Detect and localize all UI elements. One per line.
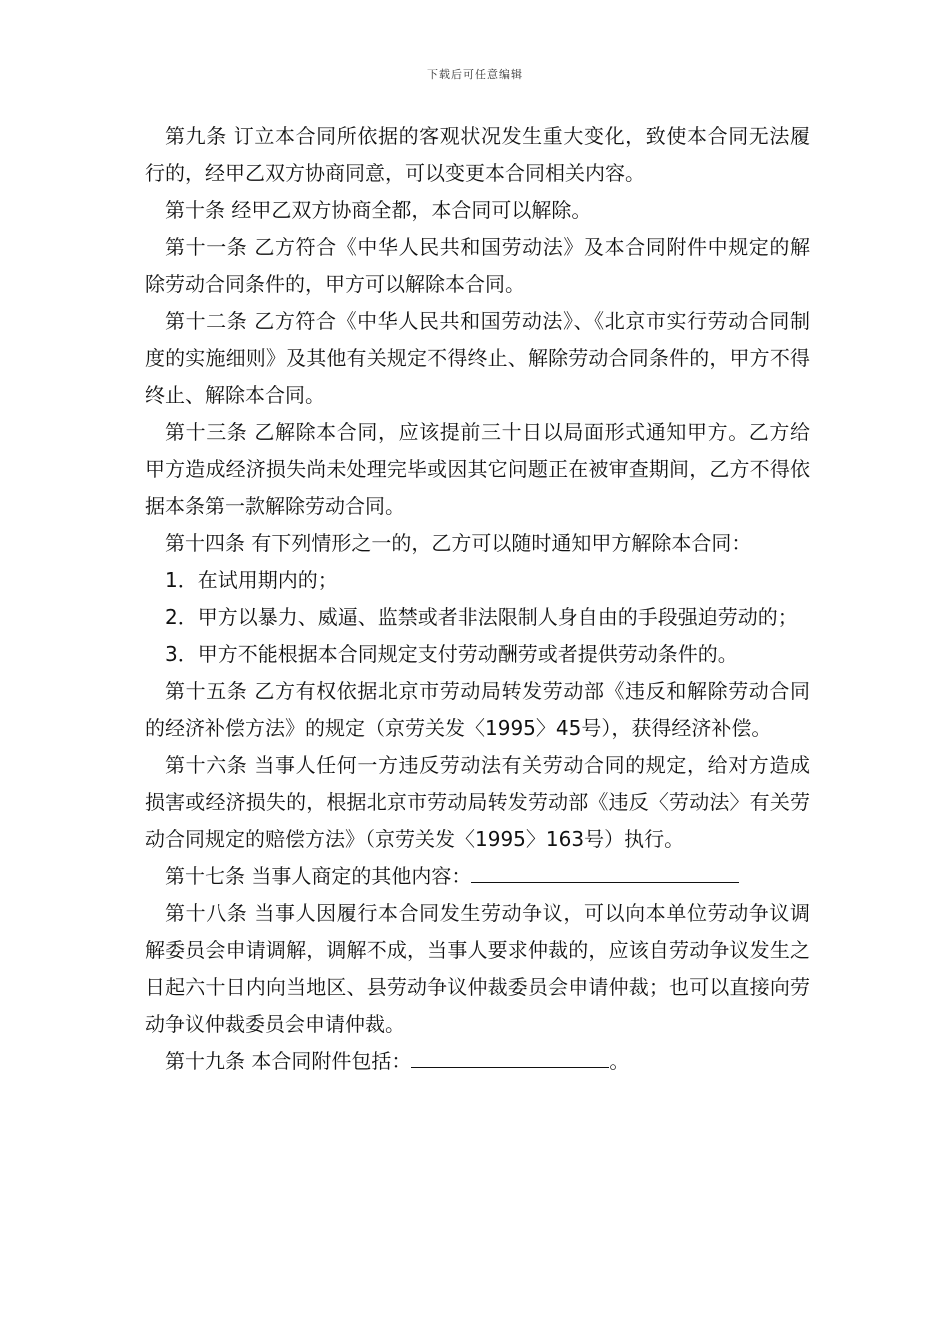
attachments-blank-field[interactable] xyxy=(411,1043,609,1068)
article-19-suffix: 。 xyxy=(609,1049,630,1073)
article-14: 第十四条 有下列情形之一的，乙方可以随时通知甲方解除本合同： xyxy=(165,531,752,555)
article-15: 第十五条 乙方有权依据北京市劳动局转发劳动部《违反和解除劳动合同的经济补偿方法》的规定（京劳关发〈1995〉45号），获得经济补偿。 xyxy=(145,679,810,740)
page-header: 下载后可任意编辑 xyxy=(427,68,523,81)
article-19-text: 第十九条 本合同附件包括： xyxy=(165,1049,412,1073)
article-11: 第十一条 乙方符合《中华人民共和国劳动法》及本合同附件中规定的解除劳动合同条件的，甲方可以解除本合同。 xyxy=(145,235,810,296)
article-13: 第十三条 乙解除本合同，应该提前三十日以局面形式通知甲方。乙方给甲方造成经济损失尚未处理完毕或因其它问题正在被审查期间，乙方不得依据本条第一款解除劳动合同。 xyxy=(145,420,810,518)
article-9: 第九条 订立本合同所依据的客观状况发生重大变化，致使本合同无法履行的，经甲乙双方协商同意，可以变更本合同相关内容。 xyxy=(145,124,810,185)
article-17-text: 第十七条 当事人商定的其他内容： xyxy=(165,864,472,888)
article-12: 第十二条 乙方符合《中华人民共和国劳动法》、《北京市实行劳动合同制度的实施细则》及其他有关规定不得终止、解除劳动合同条件的，甲方不得终止、解除本合同。 xyxy=(145,309,810,407)
document-body xyxy=(145,118,810,1080)
article-17 xyxy=(145,858,810,895)
article-18: 第十八条 当事人因履行本合同发生劳动争议，可以向本单位劳动争议调解委员会申请调解，调解不成，当事人要求仲裁的，应该自劳动争议发生之日起六十日内向当地区、县劳动争议仲裁委员会申请仲裁；也可以直接向劳动争议仲裁委员会申请仲裁。 xyxy=(145,901,810,1036)
article-16: 第十六条 当事人任何一方违反劳动法有关劳动合同的规定，给对方造成损害或经济损失的，根据北京市劳动局转发劳动部《违反〈劳动法〉有关劳动合同规定的赔偿方法》（京劳关发〈1995〉163号）执行。 xyxy=(145,753,810,851)
article-14-item-3: 3．甲方不能根据本合同规定支付劳动酬劳或者提供劳动条件的。 xyxy=(165,642,738,666)
article-10: 第十条 经甲乙双方协商全都，本合同可以解除。 xyxy=(165,198,592,222)
article-19 xyxy=(145,1043,810,1080)
article-14-item-1: 1．在试用期内的； xyxy=(165,568,338,592)
other-content-blank-field[interactable] xyxy=(471,858,739,883)
article-14-item-2: 2．甲方以暴力、威逼、监禁或者非法限制人身自由的手段强迫劳动的； xyxy=(165,605,798,629)
